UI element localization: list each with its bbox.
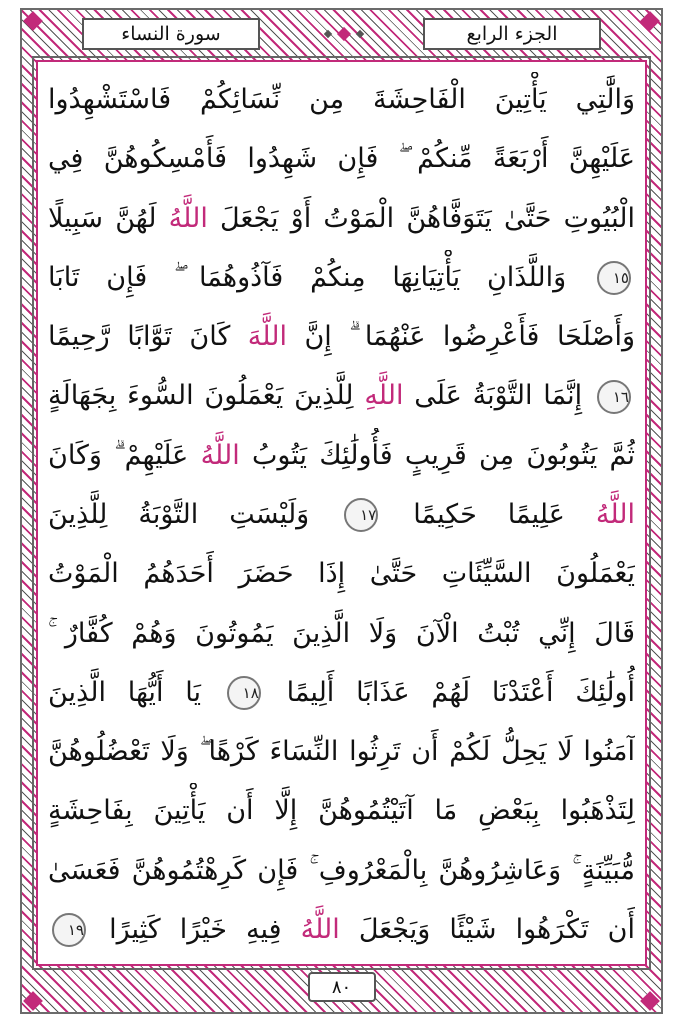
verse-text: لِتَذْهَبُوا بِبَعْضِ مَا آتَيْتُمُوهُنَّ إِلَّا أَن يَأْتِينَ بِفَاحِشَةٍ [48, 795, 635, 827]
verse-text: مُّبَيِّنَةٍ ۚ وَعَاشِرُوهُنَّ بِالْمَعْرُوفِ ۚ فَإِن كَرِهْتُمُوهُنَّ فَعَسَىٰ [48, 854, 635, 886]
text-panel [36, 60, 647, 966]
verse-text: فِيهِ خَيْرًا كَثِيرًا [90, 913, 301, 945]
divine-name: اللَّهُ [200, 439, 240, 471]
juz-label: الجزء الرابع [466, 23, 558, 45]
verse-line [48, 724, 635, 780]
page-number [308, 972, 376, 1002]
verse-text: أُولَٰئِكَ أَعْتَدْنَا لَهُمْ عَذَابًا أَلِيمًا [264, 676, 635, 708]
verse-text: وَاللَّذَانِ يَأْتِيَانِهَا مِنكُمْ فَآذُوهُمَا ۖ فَإِن تَابَا [48, 261, 593, 293]
page-number-label: ٨٠ [331, 976, 352, 998]
ayah-number-marker: ١٥ [597, 261, 631, 295]
verse-text: الْبُيُوتِ حَتَّىٰ يَتَوَفَّاهُنَّ الْمَوْتُ أَوْ يَجْعَلَ [207, 202, 635, 234]
verse-text: عَلَيْهِنَّ أَرْبَعَةً مِّنكُمْ ۖ فَإِن شَهِدُوا فَأَمْسِكُوهُنَّ فِي [48, 143, 635, 175]
verse-text: يَا أَيُّهَا الَّذِينَ [48, 676, 223, 708]
surah-name-header [82, 18, 260, 50]
verse-line [48, 546, 635, 602]
verse-text: قَالَ إِنِّي تُبْتُ الْآنَ وَلَا الَّذِينَ يَمُوتُونَ وَهُمْ كُفَّارٌ ۚ [48, 617, 635, 649]
verse-line [48, 606, 635, 662]
ayah-number-marker: ١٨ [227, 676, 261, 710]
verse-line [48, 131, 635, 187]
corner-ornament [23, 991, 43, 1011]
divine-name: اللَّهُ [168, 202, 208, 234]
verse-text: آمَنُوا لَا يَحِلُّ لَكُمْ أَن تَرِثُوا النِّسَاءَ كَرْهًا ۖ وَلَا تَعْضُلُوهُنَّ [48, 736, 635, 768]
juz-header [423, 18, 601, 50]
verse-text: وَالَّٰتِي يَأْتِينَ الْفَاحِشَةَ مِن نِّسَائِكُمْ فَاسْتَشْهِدُوا [48, 84, 635, 115]
verse-text: عَلِيمًا حَكِيمًا [382, 498, 596, 530]
divine-name: اللَّهِ [364, 380, 404, 412]
verse-line [48, 843, 635, 899]
verse-line [48, 665, 635, 721]
corner-ornament [640, 991, 660, 1011]
divine-name: اللَّهَ [247, 321, 287, 353]
verse-text: كَانَ تَوَّابًا رَّحِيمًا [48, 321, 248, 353]
verse-text: أَن تَكْرَهُوا شَيْئًا وَيَجْعَلَ [339, 913, 635, 945]
surah-name-label: سورة النساء [121, 23, 221, 45]
verse-line [48, 368, 635, 424]
verse-text: ثُمَّ يَتُوبُونَ مِن قَرِيبٍ فَأُولَٰئِكَ يَتُوبُ [239, 439, 635, 471]
verse-text: لِلَّذِينَ يَعْمَلُونَ السُّوءَ بِجَهَالَةٍ [48, 380, 365, 412]
verse-line [48, 309, 635, 365]
verse-line [48, 250, 635, 306]
divine-name: اللَّهُ [300, 913, 340, 945]
verse-line [48, 902, 635, 958]
verse-text: إِنَّمَا التَّوْبَةُ عَلَى [403, 380, 593, 412]
verse-line [48, 72, 635, 128]
corner-ornament [23, 11, 43, 31]
verse-text: يَعْمَلُونَ السَّيِّئَاتِ حَتَّىٰ إِذَا حَضَرَ أَحَدَهُمُ الْمَوْتُ [48, 558, 635, 590]
divine-name: اللَّهُ [595, 498, 635, 530]
ayah-number-marker: ١٧ [344, 498, 378, 532]
verse-line [48, 487, 635, 543]
verse-text: عَلَيْهِمْ ۗ وَكَانَ [48, 439, 201, 471]
corner-ornament [640, 11, 660, 31]
verse-line [48, 428, 635, 484]
ayah-number-marker: ١٩ [52, 913, 86, 947]
page-frame [20, 8, 663, 1014]
verse-text: لَهُنَّ سَبِيلًا [48, 202, 169, 234]
header-ornament [272, 18, 415, 50]
verse-line [48, 191, 635, 247]
verse-lines [48, 72, 635, 958]
verse-text: وَلَيْسَتِ التَّوْبَةُ لِلَّذِينَ [48, 498, 341, 530]
ayah-number-marker: ١٦ [597, 380, 631, 414]
verse-line [48, 783, 635, 839]
verse-text: وَأَصْلَحَا فَأَعْرِضُوا عَنْهُمَا ۗ إِنَّ [286, 321, 635, 353]
